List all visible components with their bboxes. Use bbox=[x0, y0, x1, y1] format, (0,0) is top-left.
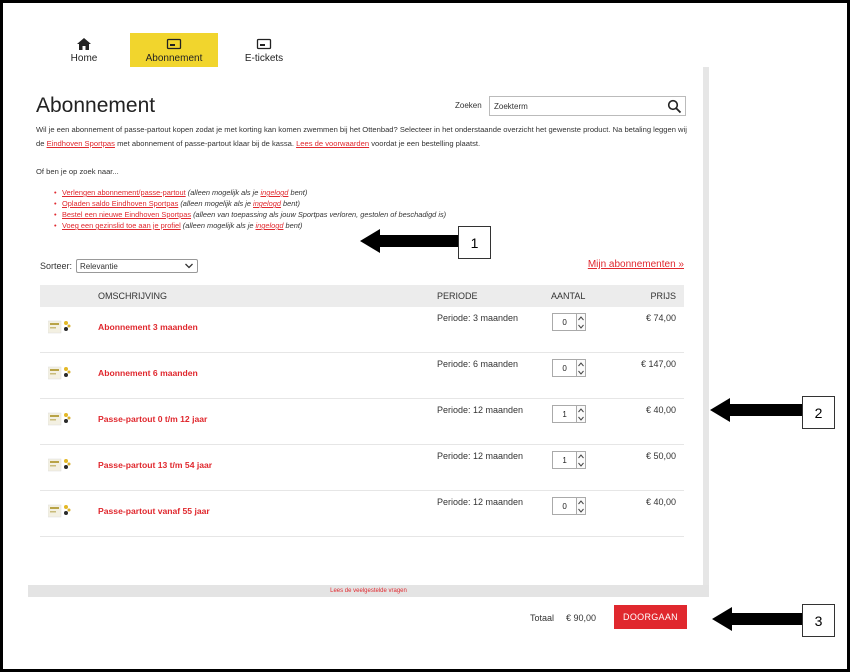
link-note-end: bent) bbox=[281, 199, 300, 208]
product-period: Periode: 12 maanden bbox=[437, 497, 524, 507]
product-name[interactable]: Passe-partout 13 t/m 54 jaar bbox=[98, 460, 213, 470]
quantity-stepper[interactable] bbox=[552, 451, 586, 469]
search-box bbox=[489, 96, 686, 116]
card-icon bbox=[166, 37, 182, 51]
my-subscriptions-link[interactable]: Mijn abonnementen » bbox=[587, 259, 684, 270]
link-note: (alleen mogelijk als je bbox=[185, 188, 261, 197]
top-nav bbox=[40, 33, 310, 67]
topup-link[interactable]: Opladen saldo Eindhoven Sportpas bbox=[62, 199, 179, 208]
link-note-end: bent) bbox=[288, 188, 308, 197]
table-header bbox=[40, 285, 684, 307]
tab-home[interactable] bbox=[40, 33, 128, 67]
product-thumbnail-icon bbox=[48, 363, 72, 383]
chevron-up-icon[interactable] bbox=[578, 316, 584, 321]
login-link[interactable]: ingelogd bbox=[255, 221, 284, 230]
list-item bbox=[54, 209, 446, 220]
sportpas-link[interactable]: Eindhoven Sportpas bbox=[46, 139, 115, 148]
link-note-end: bent) bbox=[283, 221, 303, 230]
sort-control bbox=[40, 259, 198, 273]
chevron-down-icon[interactable] bbox=[578, 508, 584, 513]
product-name[interactable]: Abonnement 6 maanden bbox=[98, 368, 198, 378]
quantity-value[interactable]: 0 bbox=[552, 359, 577, 377]
product-thumbnail-icon bbox=[48, 455, 72, 475]
product-period: Periode: 12 maanden bbox=[437, 405, 524, 415]
login-link[interactable]: ingelogd bbox=[260, 188, 289, 197]
tab-abonnement[interactable] bbox=[130, 33, 218, 67]
quantity-stepper[interactable] bbox=[552, 359, 586, 377]
sort-selected: Relevantie bbox=[80, 261, 118, 271]
chevron-down-icon[interactable] bbox=[578, 370, 584, 375]
header-price: PRIJS bbox=[650, 291, 676, 301]
chevron-down-icon[interactable] bbox=[578, 324, 584, 329]
product-thumbnail-icon bbox=[48, 317, 72, 337]
product-period: Periode: 12 maanden bbox=[437, 451, 524, 461]
quantity-value[interactable]: 1 bbox=[552, 451, 577, 469]
product-price: € 40,00 bbox=[645, 405, 676, 415]
quantity-spinner[interactable] bbox=[577, 405, 586, 423]
product-thumbnail-icon bbox=[48, 501, 72, 521]
arrow-left-icon bbox=[710, 398, 802, 422]
intro-part-3: voordat je een bestelling plaatst. bbox=[369, 139, 481, 148]
search-label: Zoeken bbox=[455, 101, 482, 110]
quantity-spinner[interactable] bbox=[577, 359, 586, 377]
proceed-button[interactable]: DOORGAAN bbox=[614, 605, 687, 629]
product-period: Periode: 3 maanden bbox=[437, 313, 519, 323]
sort-select[interactable] bbox=[76, 259, 198, 273]
login-link[interactable]: ingelogd bbox=[253, 199, 281, 208]
chevron-down-icon[interactable] bbox=[578, 462, 584, 467]
product-price: € 74,00 bbox=[645, 313, 676, 323]
tab-abonnement-label: Abonnement bbox=[145, 52, 203, 64]
table-row bbox=[40, 399, 684, 445]
quantity-spinner[interactable] bbox=[577, 313, 586, 331]
link-note: (alleen mogelijk als je bbox=[178, 199, 254, 208]
terms-link[interactable]: Lees de voorwaarden bbox=[296, 139, 370, 148]
lookfor-text: Of ben je op zoek naar... bbox=[36, 167, 119, 176]
total-value: € 90,00 bbox=[566, 613, 597, 623]
product-period: Periode: 6 maanden bbox=[437, 359, 519, 369]
link-note: (alleen van toepassing als jouw Sportpas verloren, gestolen of beschadigd is) bbox=[191, 210, 447, 219]
chevron-down-icon bbox=[184, 262, 194, 270]
intro-part-2: met abonnement of passe-partout klaar bij de kassa. bbox=[114, 139, 297, 148]
total-label: Totaal bbox=[530, 613, 555, 623]
footer-bar bbox=[28, 585, 709, 597]
chevron-down-icon[interactable] bbox=[578, 416, 584, 421]
product-name[interactable]: Abonnement 3 maanden bbox=[98, 322, 198, 332]
product-thumbnail-icon bbox=[48, 409, 72, 429]
header-description: OMSCHRIJVING bbox=[98, 291, 168, 301]
callout-3: 3 bbox=[802, 604, 835, 637]
quantity-value[interactable]: 1 bbox=[552, 405, 577, 423]
bullet-icon: • bbox=[54, 199, 57, 208]
list-item bbox=[54, 187, 446, 198]
new-sportpas-link[interactable]: Bestel een nieuwe Eindhoven Sportpas bbox=[62, 210, 192, 219]
quantity-spinner[interactable] bbox=[577, 497, 586, 515]
chevron-up-icon[interactable] bbox=[578, 408, 584, 413]
quantity-spinner[interactable] bbox=[577, 451, 586, 469]
add-family-link[interactable]: Voeg een gezinslid toe aan je profiel bbox=[62, 221, 181, 230]
product-name[interactable]: Passe-partout vanaf 55 jaar bbox=[98, 506, 210, 516]
link-note: (alleen mogelijk als je bbox=[180, 221, 256, 230]
header-period: PERIODE bbox=[437, 291, 478, 301]
faq-link[interactable]: Lees de veelgestelde vragen bbox=[330, 588, 407, 594]
page-title: Abonnement bbox=[36, 94, 156, 117]
header-quantity: AANTAL bbox=[551, 291, 586, 301]
product-price: € 40,00 bbox=[645, 497, 676, 507]
chevron-up-icon[interactable] bbox=[578, 362, 584, 367]
tab-e-tickets[interactable] bbox=[220, 33, 308, 67]
arrow-left-icon bbox=[360, 229, 460, 253]
quantity-stepper[interactable] bbox=[552, 497, 586, 515]
chevron-up-icon[interactable] bbox=[578, 454, 584, 459]
callout-1: 1 bbox=[458, 226, 491, 259]
search-input[interactable] bbox=[494, 100, 659, 113]
bullet-icon: • bbox=[54, 221, 57, 230]
chevron-up-icon[interactable] bbox=[578, 500, 584, 505]
ticket-icon bbox=[256, 37, 272, 51]
arrow-left-icon bbox=[712, 607, 802, 631]
intro-text bbox=[36, 123, 696, 151]
bullet-icon: • bbox=[54, 210, 57, 219]
product-price: € 147,00 bbox=[640, 359, 676, 369]
table-row bbox=[40, 353, 684, 399]
sort-label: Sorteer: bbox=[40, 261, 73, 271]
bullet-icon: • bbox=[54, 188, 57, 197]
tab-e-tickets-label: E-tickets bbox=[244, 52, 284, 64]
quantity-value[interactable]: 0 bbox=[552, 313, 577, 331]
list-item bbox=[54, 198, 446, 209]
quantity-stepper[interactable] bbox=[552, 313, 586, 331]
home-icon bbox=[76, 37, 92, 51]
tab-home-label: Home bbox=[70, 52, 98, 64]
renew-link[interactable]: Verlengen abonnement/passe-partout bbox=[62, 188, 186, 197]
search-icon[interactable] bbox=[667, 99, 682, 114]
quantity-value[interactable]: 0 bbox=[552, 497, 577, 515]
product-name[interactable]: Passe-partout 0 t/m 12 jaar bbox=[98, 414, 208, 424]
table-row bbox=[40, 307, 684, 353]
quick-links bbox=[54, 187, 446, 231]
product-price: € 50,00 bbox=[645, 451, 676, 461]
quantity-stepper[interactable] bbox=[552, 405, 586, 423]
table-row bbox=[40, 445, 684, 491]
table-row bbox=[40, 491, 684, 537]
intro-part-1: Wil je een abonnement of passe-partout kopen zodat je met korting kan komen zwemmen bij het Ottenbad? Selecteer in het onderstaande overzicht het gewenste product. Na betaling leggen wij de bbox=[36, 125, 687, 148]
callout-2: 2 bbox=[802, 396, 835, 429]
